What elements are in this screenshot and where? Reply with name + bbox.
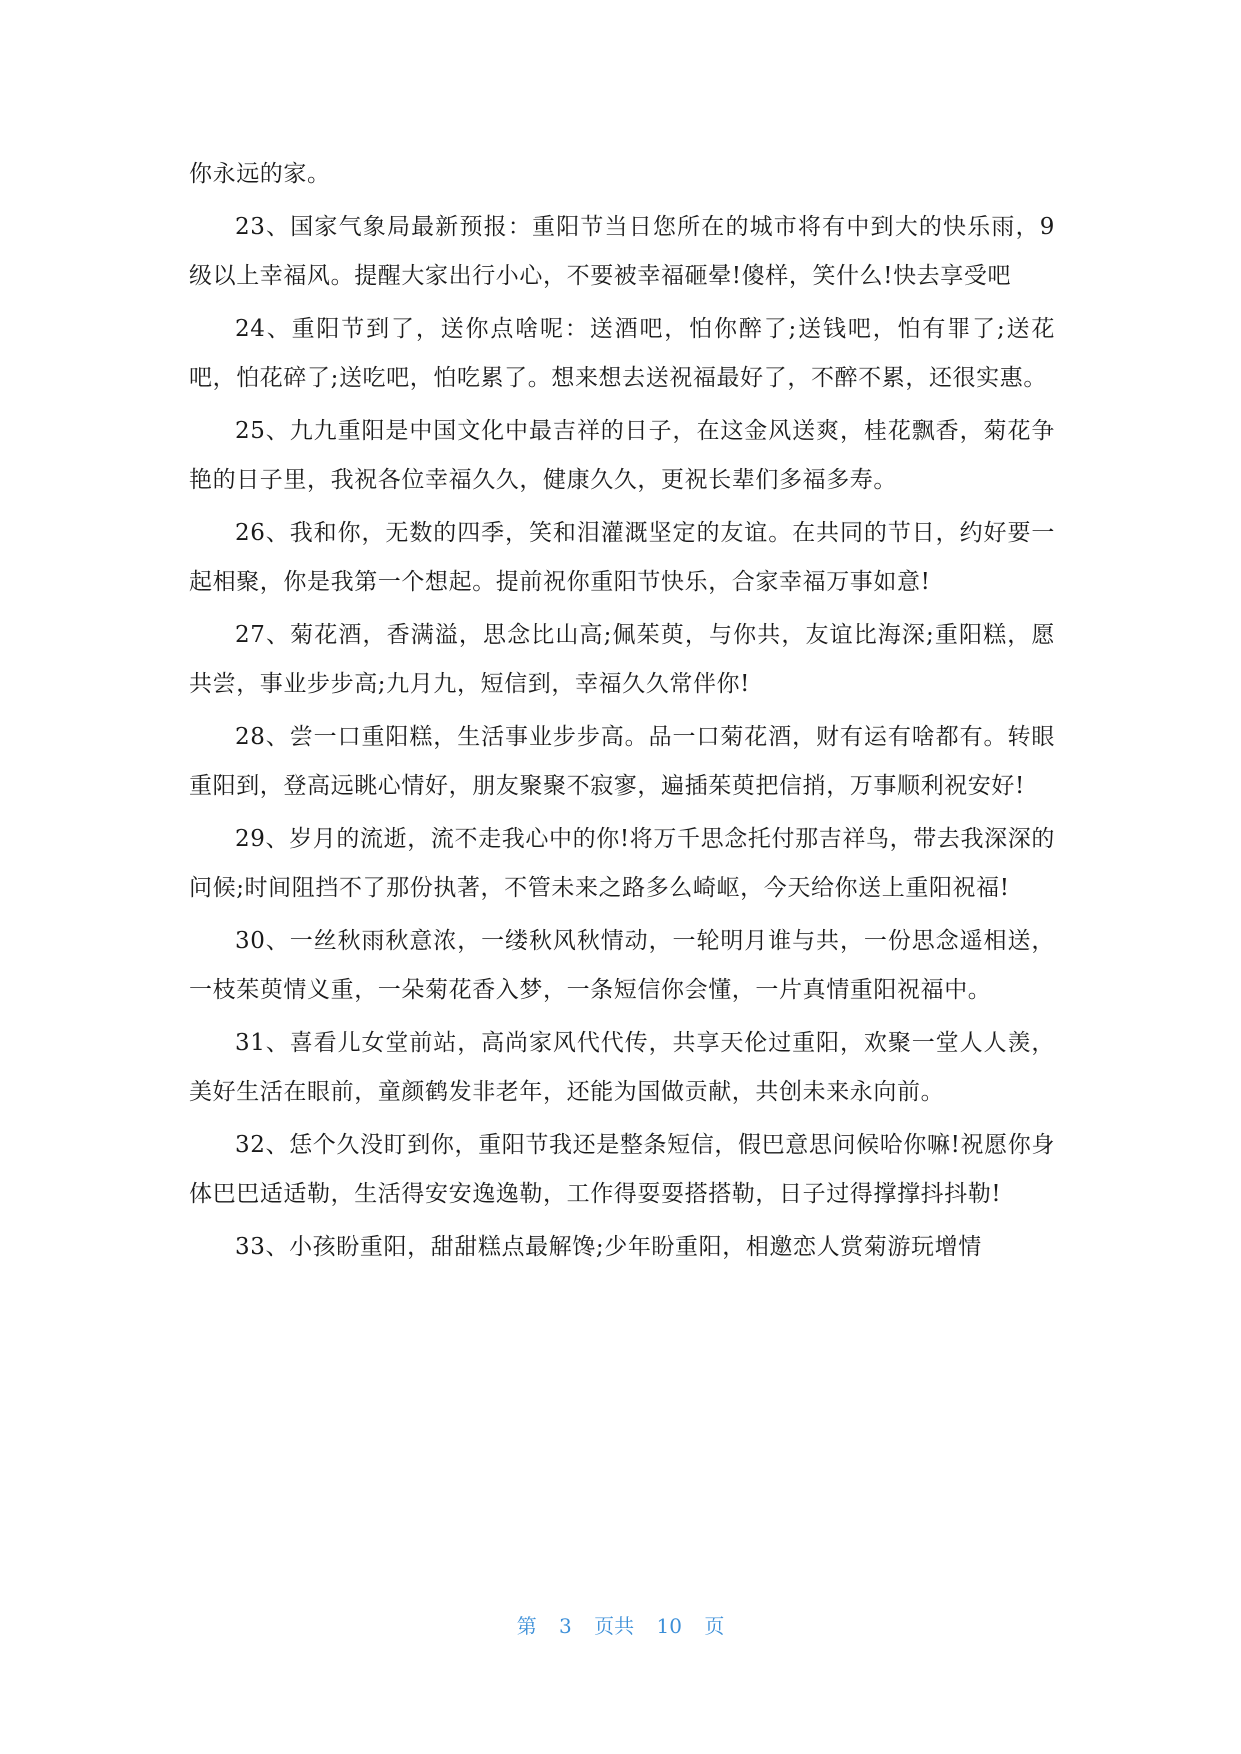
document-body bbox=[189, 150, 1055, 1276]
footer-total-pages: 10 bbox=[656, 1614, 682, 1638]
paragraph: 24、重阳节到了，送你点啥呢：送酒吧，怕你醉了;送钱吧，怕有罪了;送花吧，怕花碎了;送吃吧，怕吃累了。想来想去送祝福最好了，不醉不累，还很实惠。 bbox=[189, 316, 1055, 391]
paragraph: 23、国家气象局最新预报：重阳节当日您所在的城市将有中到大的快乐雨，9级以上幸福风。提醒大家出行小心，不要被幸福砸晕!傻样，笑什么!快去享受吧 bbox=[189, 214, 1055, 289]
paragraph: 你永远的家。 bbox=[189, 161, 331, 187]
paragraph: 32、恁个久没盯到你，重阳节我还是整条短信，假巴意思问候哈你嘛!祝愿你身体巴巴适适勒，生活得安安逸逸勒，工作得耍耍搭搭勒，日子过得撑撑抖抖勒! bbox=[189, 1132, 1055, 1207]
footer-current-page: 3 bbox=[559, 1614, 572, 1638]
paragraph: 30、一丝秋雨秋意浓，一缕秋风秋情动，一轮明月谁与共，一份思念遥相送，一枝茱萸情义重，一朵菊花香入梦，一条短信你会懂，一片真情重阳祝福中。 bbox=[189, 928, 1055, 1003]
footer-prefix: 第 bbox=[516, 1614, 537, 1638]
page-footer bbox=[0, 1610, 1241, 1639]
footer-suffix: 页 bbox=[704, 1614, 725, 1638]
paragraph: 31、喜看儿女堂前站，高尚家风代代传，共享天伦过重阳，欢聚一堂人人羡，美好生活在眼前，童颜鹤发非老年，还能为国做贡献，共创未来永向前。 bbox=[189, 1030, 1055, 1105]
paragraph: 27、菊花酒，香满溢，思念比山高;佩茱萸，与你共，友谊比海深;重阳糕，愿共尝，事业步步高;九月九，短信到，幸福久久常伴你! bbox=[189, 622, 1055, 697]
paragraph: 33、小孩盼重阳，甜甜糕点最解馋;少年盼重阳，相邀恋人赏菊游玩增情 bbox=[235, 1234, 982, 1260]
paragraph: 29、岁月的流逝，流不走我心中的你!将万千思念托付那吉祥鸟，带去我深深的问候;时间阻挡不了那份执著，不管未来之路多么崎岖，今天给你送上重阳祝福! bbox=[189, 826, 1055, 901]
paragraph: 28、尝一口重阳糕，生活事业步步高。品一口菊花酒，财有运有啥都有。转眼重阳到，登高远眺心情好，朋友聚聚不寂寥，遍插茱萸把信捎，万事顺利祝安好! bbox=[189, 724, 1055, 799]
paragraph: 26、我和你，无数的四季，笑和泪灌溉坚定的友谊。在共同的节日，约好要一起相聚，你是我第一个想起。提前祝你重阳节快乐，合家幸福万事如意! bbox=[189, 520, 1055, 595]
paragraph: 25、九九重阳是中国文化中最吉祥的日子，在这金风送爽，桂花飘香，菊花争艳的日子里，我祝各位幸福久久，健康久久，更祝长辈们多福多寿。 bbox=[189, 418, 1055, 493]
footer-middle: 页共 bbox=[594, 1614, 635, 1638]
